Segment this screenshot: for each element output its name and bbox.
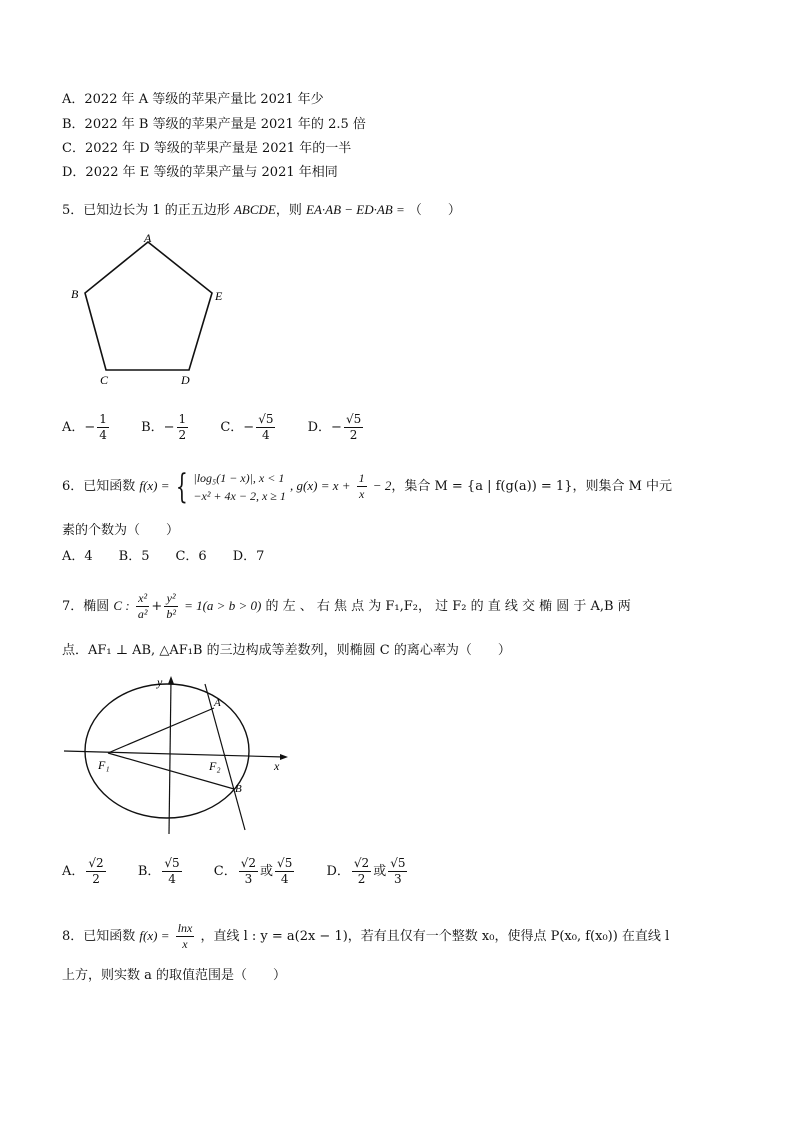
q6-g-fraction: $\frac{1}{x}$: [358, 471, 365, 501]
pentagon-label-b: B: [71, 287, 79, 301]
q7-option-d: D． $\frac{√2}{2}$ 或 $\frac{√5}{3}$: [326, 856, 406, 886]
pentagon-figure: [62, 230, 232, 390]
label-f2: F₂: [209, 759, 221, 773]
q4-option-d: D．2022 年 E 等级的苹果产量与 2021 年相同: [62, 165, 338, 180]
q6-fx: f(x) =: [139, 478, 170, 493]
q5-expression: EA·AB − ED·AB =: [306, 202, 405, 217]
q4-option-b: B．2022 年 B 等级的苹果产量是 2021 年的 2.5 倍: [62, 117, 366, 132]
label-y: y: [157, 675, 163, 689]
q4-option-c: C．2022 年 D 等级的苹果产量是 2021 年的一半: [62, 141, 352, 156]
piecewise-brace: {: [175, 466, 188, 507]
q6-g-prefix: , g(x) = x +: [290, 478, 351, 493]
q5-option-b: B．− $\frac{1}{2}$: [141, 412, 187, 442]
q7-option-a: A． $\frac{√2}{2}$: [62, 856, 104, 886]
q4-option-a: A．2022 年 A 等级的苹果产量比 2021 年少: [62, 92, 324, 107]
q5-option-c: C．− $\frac{√5}{4}$: [220, 412, 274, 442]
q6-line-2: 素的个数为（ ）: [62, 523, 180, 538]
q7-line-2: 点．AF₁ ⊥ AB, △AF₁B 的三边构成等差数列，则椭圆 C 的离心率为（ ）: [62, 643, 511, 658]
pentagon-label-a: A: [144, 231, 152, 245]
q6-options: A．4 B．5 C．6 D．7: [62, 549, 265, 564]
q6-piecewise: [193, 469, 285, 505]
q8-line-2: 上方，则实数 a 的取值范围是（ ）: [62, 968, 287, 983]
q7-option-c: C． $\frac{√2}{3}$ 或 $\frac{√5}{4}$: [213, 856, 293, 886]
q8-prefix: 8．已知函数: [62, 929, 136, 944]
label-a: A: [214, 697, 221, 709]
q7-condition: = 1(a > b > 0): [184, 598, 262, 613]
label-b: B: [235, 783, 242, 795]
label-f1: F₁: [98, 758, 110, 772]
q8-stem: [62, 916, 669, 957]
ellipse-figure: [62, 672, 294, 837]
q7-prefix: 7．椭圆: [62, 599, 110, 614]
y-axis-arrow: [168, 676, 174, 684]
q6-prefix: 6．已知函数: [62, 479, 136, 494]
q6-piece-1: |log₅(1 − x)|, x < 1: [193, 470, 285, 485]
label-x: x: [274, 759, 280, 773]
q7-x-fraction: $\frac{\text{x²}}{\text{a²}}$: [137, 591, 148, 621]
q7-y-fraction: $\frac{\text{y²}}{\text{b²}}$: [166, 591, 176, 621]
pentagon-shape: [85, 242, 212, 370]
q6-set-text: ，集合 M = {a | f(g(a)) = 1}，则集合 M 中元: [391, 479, 673, 494]
q7-option-b: B． $\frac{√5}{4}$: [137, 856, 180, 886]
q5-stem: [62, 200, 461, 221]
q7-suffix: 的 左 、 右 焦 点 为 F₁,F₂， 过 F₂ 的 直 线 交 椭 圆 于 A,B 两: [265, 599, 631, 614]
ellipse-curve: [85, 684, 249, 818]
q5-options: [62, 410, 391, 446]
q6-g-suffix: − 2: [372, 478, 392, 493]
q6-piece-2: −x² + 4x − 2, x ≥ 1: [193, 488, 286, 503]
q5-option-a: A．− $\frac{1}{4}$: [62, 412, 107, 442]
segment-f1-a: [108, 708, 214, 753]
pentagon-label-e: E: [215, 289, 223, 303]
q6-stem: [62, 466, 672, 507]
x-axis-arrow: [280, 754, 288, 760]
q7-stem: 7．椭圆 C : $\frac{\text{x²}}{\text{a²}}$ + $\frac{\text{y²}}{\text{b²}}$ = 1(a > b > 0) 的 左 、 右 焦 点 为 F₁,F₂， 过 F₂ 的 直 线 交 椭 圆 于 A,B 两: [62, 591, 631, 621]
q7-ellipse-name: C :: [113, 598, 130, 613]
q5-paren: （ ）: [408, 203, 461, 218]
x-axis: [64, 751, 284, 757]
q8-fraction: $\frac{\ln x}{x}$: [177, 921, 193, 951]
q8-fx: f(x) =: [139, 928, 170, 943]
q5-option-d: D．− $\frac{√5}{2}$: [307, 412, 362, 442]
y-axis: [169, 680, 171, 834]
q5-shape: ABCDE: [233, 202, 276, 217]
pentagon-label-d: D: [181, 373, 190, 387]
q5-mid: ，则: [275, 203, 302, 218]
q5-prefix: 5．已知边长为 1 的正五边形: [62, 203, 230, 218]
q7-options: [62, 852, 435, 892]
pentagon-label-c: C: [100, 373, 109, 387]
q8-suffix: ，直线 l : y = a(2x − 1)，若有且仅有一个整数 x₀，使得点 P(x₀, f(x₀)) 在直线 l: [200, 929, 670, 944]
